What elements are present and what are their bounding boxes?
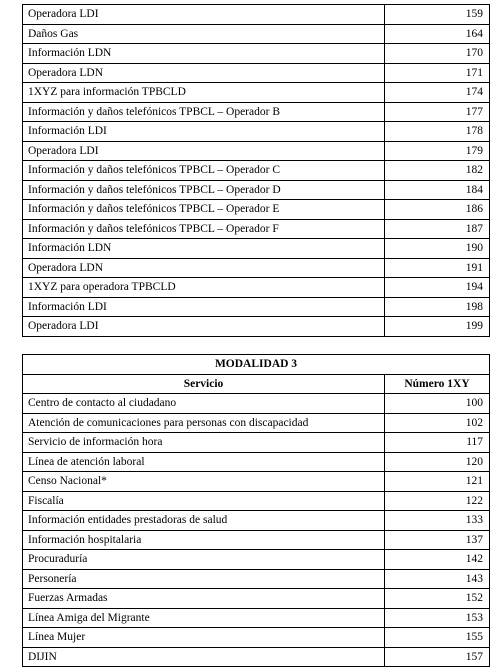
table-row: [23, 530, 490, 550]
service-table-continued: [22, 4, 490, 337]
table-row: [23, 200, 490, 220]
service-cell: Operadora LDI: [23, 317, 385, 337]
table-row: [23, 433, 490, 453]
service-cell: Información y daños telefónicos TPBCL – Operador D: [23, 180, 385, 200]
column-header-number: Número 1XY: [385, 374, 490, 394]
service-cell: Información y daños telefónicos TPBCL – Operador F: [23, 219, 385, 239]
service-cell: Operadora LDI: [23, 5, 385, 25]
number-cell: 177: [385, 102, 490, 122]
table-row: [23, 569, 490, 589]
table-row: [23, 413, 490, 433]
table-row: [23, 394, 490, 414]
service-cell: 1XYZ para operadora TPBCLD: [23, 278, 385, 298]
service-cell: DIJIN: [23, 647, 385, 667]
table-row: [23, 219, 490, 239]
table-row: [23, 317, 490, 337]
number-cell: 117: [385, 433, 490, 453]
service-cell: Daños Gas: [23, 24, 385, 44]
table-row: [23, 239, 490, 259]
service-cell: Operadora LDI: [23, 141, 385, 161]
table-row: [23, 44, 490, 64]
table-row: [23, 102, 490, 122]
modalidad-3-table: [22, 354, 490, 667]
number-cell: 152: [385, 589, 490, 609]
number-cell: 187: [385, 219, 490, 239]
service-cell: Información LDN: [23, 44, 385, 64]
service-cell: Información y daños telefónicos TPBCL – Operador E: [23, 200, 385, 220]
number-cell: 171: [385, 63, 490, 83]
column-header-service: Servicio: [23, 374, 385, 394]
table-row: [23, 452, 490, 472]
number-cell: 102: [385, 413, 490, 433]
service-cell: Servicio de información hora: [23, 433, 385, 453]
service-cell: Línea de atención laboral: [23, 452, 385, 472]
number-cell: 143: [385, 569, 490, 589]
number-cell: 122: [385, 491, 490, 511]
table-row: [23, 511, 490, 531]
table-row: [23, 628, 490, 648]
service-cell: Fuerzas Armadas: [23, 589, 385, 609]
number-cell: 179: [385, 141, 490, 161]
service-cell: Censo Nacional*: [23, 472, 385, 492]
table-row: [23, 161, 490, 181]
service-cell: Personería: [23, 569, 385, 589]
number-cell: 137: [385, 530, 490, 550]
table-title-row: [23, 355, 490, 375]
table-row: [23, 491, 490, 511]
service-cell: Operadora LDN: [23, 258, 385, 278]
service-cell: Fiscalía: [23, 491, 385, 511]
number-cell: 182: [385, 161, 490, 181]
table-row: [23, 647, 490, 667]
table2-body: [23, 394, 490, 667]
number-cell: 120: [385, 452, 490, 472]
table-row: [23, 608, 490, 628]
table-row: [23, 141, 490, 161]
service-cell: Información LDN: [23, 239, 385, 259]
number-cell: 184: [385, 180, 490, 200]
table-row: [23, 589, 490, 609]
service-cell: Información hospitalaria: [23, 530, 385, 550]
service-cell: Información y daños telefónicos TPBCL – Operador C: [23, 161, 385, 181]
service-cell: Información entidades prestadoras de salud: [23, 511, 385, 531]
number-cell: 194: [385, 278, 490, 298]
number-cell: 157: [385, 647, 490, 667]
number-cell: 121: [385, 472, 490, 492]
service-cell: Información LDI: [23, 122, 385, 142]
table-row: [23, 278, 490, 298]
service-cell: Línea Mujer: [23, 628, 385, 648]
number-cell: 198: [385, 297, 490, 317]
number-cell: 191: [385, 258, 490, 278]
number-cell: 155: [385, 628, 490, 648]
number-cell: 142: [385, 550, 490, 570]
table-row: [23, 297, 490, 317]
service-cell: Línea Amiga del Migrante: [23, 608, 385, 628]
number-cell: 159: [385, 5, 490, 25]
table-row: [23, 5, 490, 25]
table1-body: [23, 5, 490, 337]
number-cell: 186: [385, 200, 490, 220]
table-header-row: [23, 374, 490, 394]
table-row: [23, 122, 490, 142]
service-cell: Operadora LDN: [23, 63, 385, 83]
table-title: MODALIDAD 3: [23, 355, 490, 375]
table-row: [23, 24, 490, 44]
table-row: [23, 180, 490, 200]
service-cell: Información LDI: [23, 297, 385, 317]
service-cell: Procuraduría: [23, 550, 385, 570]
number-cell: 190: [385, 239, 490, 259]
table-row: [23, 83, 490, 103]
service-cell: Centro de contacto al ciudadano: [23, 394, 385, 414]
service-cell: Información y daños telefónicos TPBCL – Operador B: [23, 102, 385, 122]
table-row: [23, 550, 490, 570]
service-cell: Atención de comunicaciones para personas con discapacidad: [23, 413, 385, 433]
table-row: [23, 472, 490, 492]
number-cell: 170: [385, 44, 490, 64]
number-cell: 199: [385, 317, 490, 337]
table-row: [23, 258, 490, 278]
number-cell: 174: [385, 83, 490, 103]
number-cell: 153: [385, 608, 490, 628]
table-row: [23, 63, 490, 83]
number-cell: 133: [385, 511, 490, 531]
service-cell: 1XYZ para información TPBCLD: [23, 83, 385, 103]
number-cell: 164: [385, 24, 490, 44]
number-cell: 100: [385, 394, 490, 414]
number-cell: 178: [385, 122, 490, 142]
